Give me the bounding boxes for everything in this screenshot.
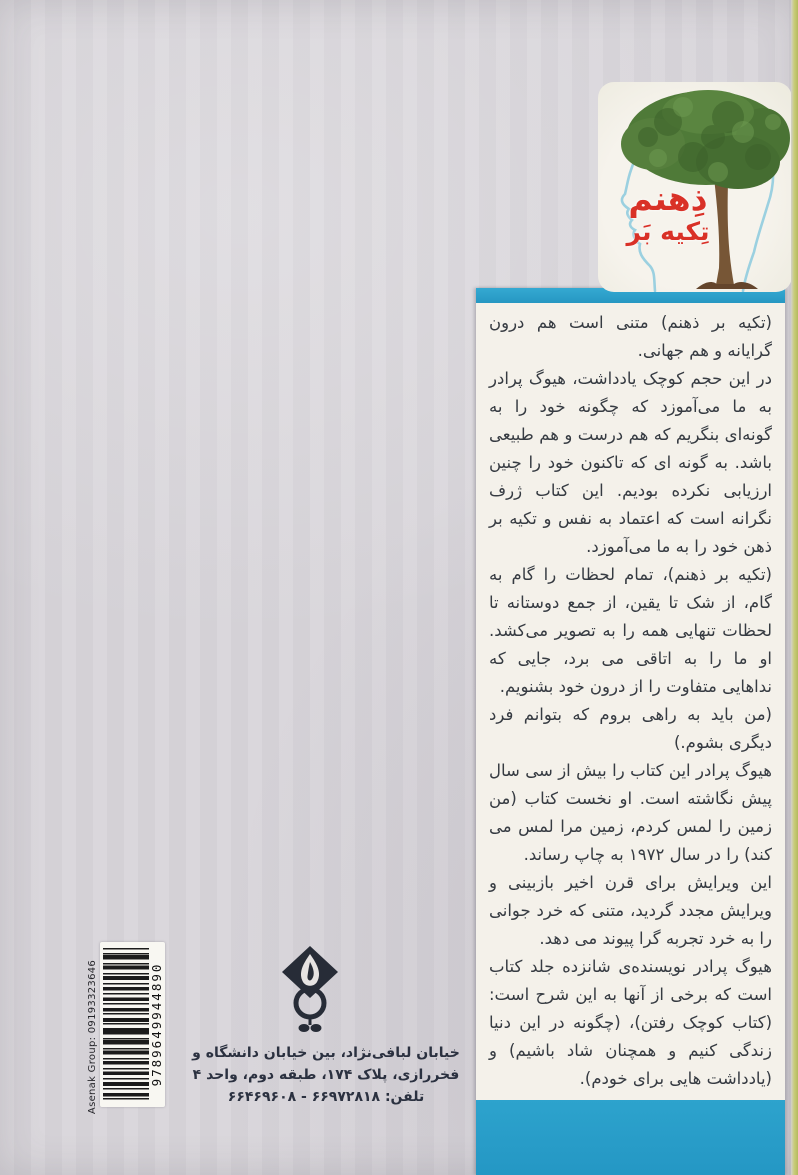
title-word-mind: ذِهنم <box>628 179 708 218</box>
book-title-logo <box>620 179 716 246</box>
synopsis-paragraph: (من باید به راهی بروم که بتوانم فرد دیگری بشوم.) <box>489 705 772 752</box>
synopsis-paragraph: (تکیه بر ذهنم)، تمام لحظات را گام به گام، از شک تا یقین، از جمع دوستانه تا لحظات تنهایی همه را به تصویر می‌کشد. او ما را به اتاقی می برد، جایی که نداهایی متفاوت را از درون خود بشنویم. <box>489 565 772 696</box>
tree-foliage <box>621 90 790 189</box>
title-word-lean-on: تِکیه بَر <box>626 216 710 246</box>
synopsis-text <box>476 303 785 1093</box>
bottom-accent-bar <box>476 1100 785 1175</box>
synopsis-paragraph: این ویرایش برای قرن اخیر بازبینی و ویرایش مجدد گردید، متنی که خرد جوانی را به خرد تجربه گرا پیوند می دهد. <box>489 873 772 948</box>
publisher-address <box>190 1042 462 1108</box>
address-line-1: خیابان لبافی‌نژاد، بین خیابان دانشگاه و <box>192 1045 460 1061</box>
synopsis-paragraph: در این حجم کوچک یادداشت، هیوگ پرادر به ما می‌آموزد که چگونه خود را به گونه‌ای بنگریم که هم درست و هم طبیعی باشد. به گونه ای که تاکنون خود را چنین ارزیابی نکرده بودیم. این کتاب ژرف نگرانه است که اعتماد به نفس و تکیه بر ذهن خود را به ما می‌آموزد. <box>489 369 772 556</box>
distributor-label: Asenak Group: 09193323646 <box>87 959 98 1115</box>
synopsis-paragraph: (تکیه بر ذهنم) متنی است هم درون گرایانه و هم جهانی. <box>489 313 772 360</box>
synopsis-box <box>476 288 785 1175</box>
barcode-stripes-icon <box>103 948 149 1100</box>
isbn-barcode-panel <box>100 942 165 1107</box>
synopsis-paragraph: هیوگ پرادر نویسنده‌ی شانزده جلد کتاب است که برخی از آنها به این شرح است: (کتاب کوچک رفتن)، (چگونه در این دنیا زندگی کنیم و همچنان شاد باشیم) و (یادداشت هایی برای خودم). <box>489 957 772 1088</box>
brand-logo-panel <box>598 82 792 292</box>
isbn-number: 9789649944890 <box>149 962 164 1087</box>
synopsis-paragraph: هیوگ پرادر این کتاب را بیش از سی سال پیش نگاشته است. او نخست کتاب (من زمین را لمس کردم، زمین مرا لمس می کند) را در سال ۱۹۷۲ به چاپ رساند. <box>489 761 772 864</box>
address-line-2: فخررازی، پلاک ۱۷۴، طبقه دوم، واحد ۴ <box>192 1067 460 1083</box>
publisher-logo-icon <box>282 946 338 1036</box>
phone-line: تلفن: ۶۶۹۷۲۸۱۸ - ۶۶۴۶۹۶۰۸ <box>227 1089 425 1105</box>
book-edge-strip <box>791 0 798 1175</box>
